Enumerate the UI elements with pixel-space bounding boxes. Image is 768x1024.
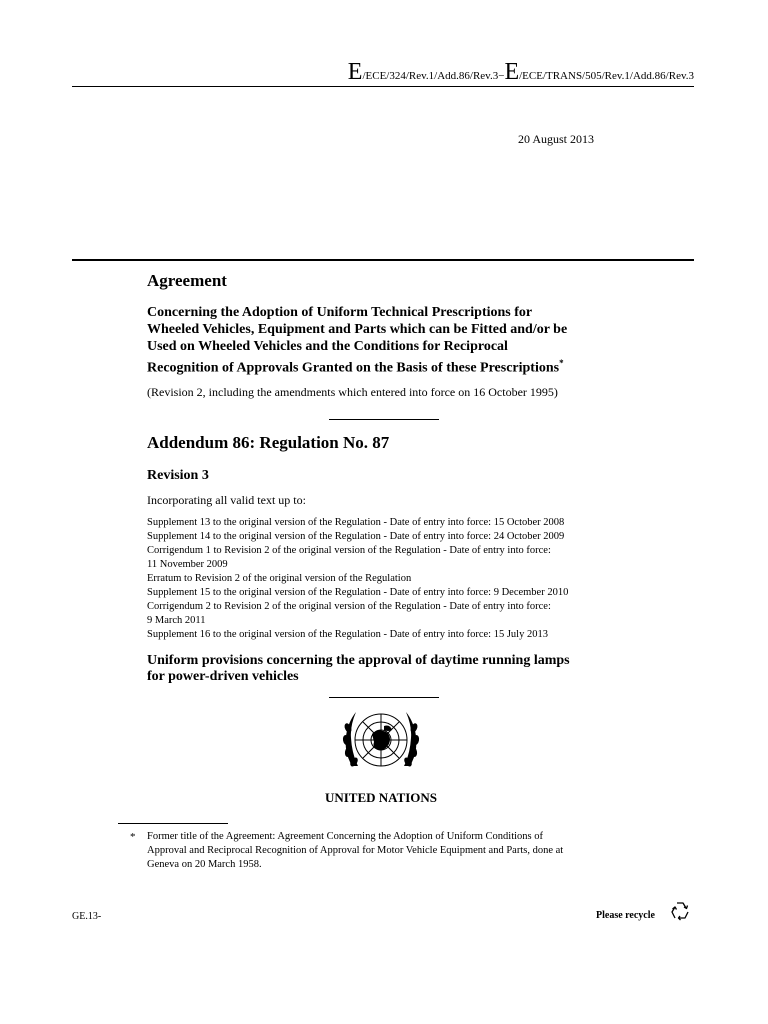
header-rule [72,86,694,87]
symbol-ece-324: /ECE/324/Rev.1/Add.86/Rev.3 [362,70,499,82]
recycle-icon [668,899,692,923]
subtitle-line: Wheeled Vehicles, Equipment and Parts which can be Fitted and/or be [147,322,568,337]
supplement-item: Corrigendum 1 to Revision 2 of the original version of the Regulation - Date of entry into force: [147,545,551,556]
symbol-separator: − [498,70,505,82]
symbol-ece-trans-505: /ECE/TRANS/505/Rev.1/Add.86/Rev.3 [519,70,694,82]
subtitle-line: Concerning the Adoption of Uniform Technical Prescriptions for [147,305,533,320]
supplement-item: 9 March 2011 [147,615,206,626]
supplement-item: Supplement 15 to the original version of the Regulation - Date of entry into force: 9 December 2010 [147,587,569,598]
footnote-marker: * [130,831,136,843]
supplement-item: Supplement 16 to the original version of the Regulation - Date of entry into force: 15 July 2013 [147,629,548,640]
un-emblem-icon [334,704,428,784]
recycle-text: Please recycle [596,910,655,921]
addendum-heading: Addendum 86: Regulation No. 87 [147,433,390,452]
supplements-list [147,516,623,642]
symbol-letter-e-2: E [504,59,520,85]
regulation-title-line: for power-driven vehicles [147,669,299,684]
document-symbol [0,60,694,84]
separator-rule [329,697,439,698]
subtitle-line: Recognition of Approvals Granted on the Basis of these Prescriptions* [147,358,564,376]
job-number: GE.13- [72,911,102,922]
footnote-ref[interactable]: * [559,358,564,368]
footnote-line: Geneva on 20 March 1958. [147,859,262,870]
symbol-letter-e: E [347,59,363,85]
subtitle-line: Used on Wheeled Vehicles and the Conditions for Reciprocal [147,339,508,354]
supplement-item: Erratum to Revision 2 of the original version of the Regulation [147,573,412,584]
footnote-line: Former title of the Agreement: Agreement Concerning the Adoption of Uniform Conditions of [147,831,544,842]
regulation-title-line: Uniform provisions concerning the approval of daytime running lamps [147,653,570,668]
revision-heading: Revision 3 [147,468,209,483]
supplement-item: Supplement 13 to the original version of the Regulation - Date of entry into force: 15 October 2008 [147,517,565,528]
supplement-item: Corrigendum 2 to Revision 2 of the original version of the Regulation - Date of entry into force: [147,601,551,612]
regulation-title [147,653,627,685]
agreement-heading: Agreement [147,271,227,290]
supplement-item: Supplement 14 to the original version of the Regulation - Date of entry into force: 24 October 2009 [147,531,565,542]
revision-note: (Revision 2, including the amendments which entered into force on 16 October 1995) [147,385,558,399]
united-nations-label: UNITED NATIONS [324,790,438,805]
title-rule [72,259,694,261]
incorporating-text: Incorporating all valid text up to: [147,493,306,507]
document-date: 20 August 2013 [517,132,594,146]
supplement-item: 11 November 2009 [147,559,228,570]
footnote-rule [118,823,228,824]
agreement-subtitle [147,304,617,377]
footnote-line: Approval and Reciprocal Recognition of Approval for Motor Vehicle Equipment and Parts, done at [147,845,564,856]
footnote-text [147,830,607,872]
separator-rule [329,419,439,420]
